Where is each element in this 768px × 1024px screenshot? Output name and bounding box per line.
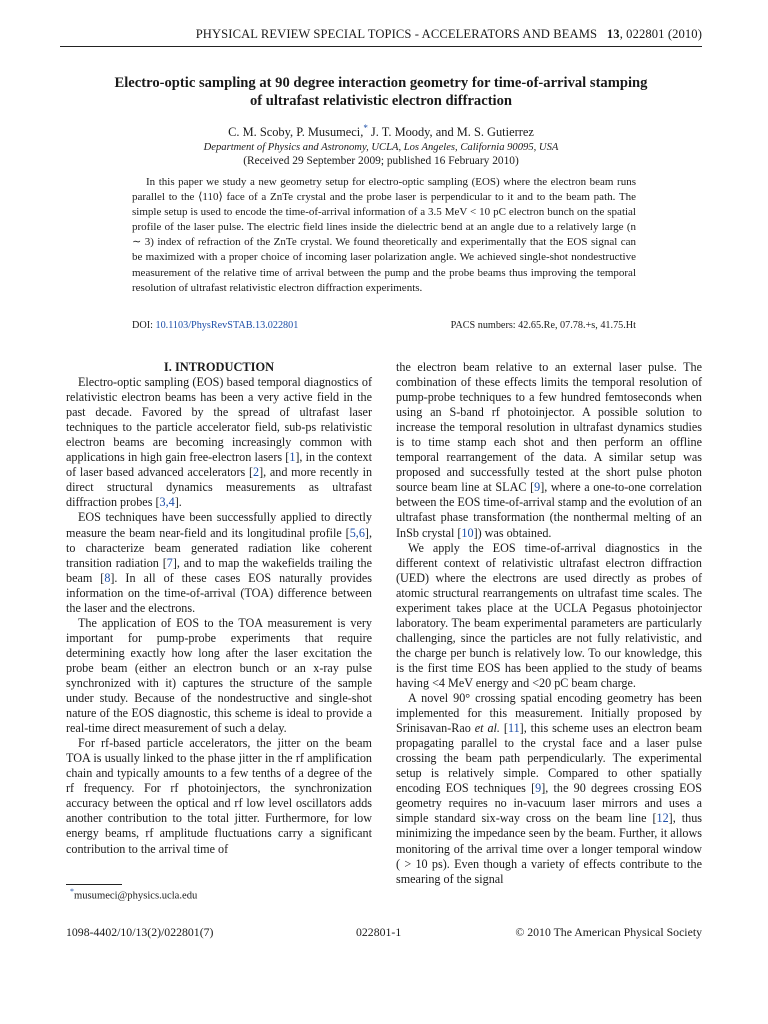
doi-label: DOI:: [132, 320, 156, 331]
received-date: (Received 29 September 2009; published 16 February 2010): [243, 155, 519, 167]
abstract: In this paper we study a new geometry setup for electro-optic sampling (EOS) where the electron beam runs parallel to the ⟨110⟩ face of a ZnTe crystal and the probe laser is perpendicular to it and to the beam path. The simple setup is used to encode the time-of-arrival information of a 3.5 MeV < 10 pC electron bunch on the spatial profile of the laser pulse. The electric field lines inside the dielectric bend at an angle due to a relatively large (n ∼ 3) index of refraction of the ZnTe crystal. We found theoretically and experimentally that the EOS signal can be maximized with a proper choice of incoming laser polarization angle. We achieved single-shot nondestructive measurement of the relative time of arrival between the pump and the probe beams thus improving the temporal resolution of ultrafast relativistic electron diffraction experiments.: [132, 176, 636, 294]
citation-link[interactable]: 9: [534, 480, 541, 495]
footnote-rule: [66, 884, 122, 885]
corresponding-author-mark[interactable]: *: [363, 123, 368, 133]
affiliation: Department of Physics and Astronomy, UCLA, Los Angeles, California 90095, USA: [203, 142, 559, 153]
citation-link[interactable]: 2: [253, 465, 260, 480]
title-line-1: Electro-optic sampling at 90 degree interaction geometry for time-of-arrival stamping: [114, 75, 648, 91]
volume-number: 13: [606, 27, 620, 41]
citation-link[interactable]: 3,4: [159, 495, 175, 510]
authors-part-2: J. T. Moody, and M. S. Gutierrez: [367, 125, 534, 140]
citation-link[interactable]: 10: [461, 525, 474, 540]
doi-link[interactable]: 10.1103/PhysRevSTAB.13.022801: [155, 320, 299, 331]
footnote: [70, 887, 197, 902]
left-column: [66, 360, 372, 857]
right-column: [396, 360, 702, 887]
paragraph: The application of EOS to the TOA measurement is very important for pump-probe experiments that require determining exactly how long after the laser excitation the probe beam (either an electron bunch or an x-ray pulse synchronized with it) captures the structure of the sample under study. Because of the nondestructive and single-shot nature of the EOS diagnostic, this scheme is ideal to provide a real-time direct measurement of such a delay.: [66, 615, 372, 736]
doi-line: [132, 320, 636, 331]
citation-link[interactable]: 11: [507, 721, 520, 736]
footer-page-number: 022801-1: [356, 925, 402, 939]
paper-title: [60, 75, 702, 110]
author-list: [60, 123, 702, 140]
citation-link[interactable]: 7: [166, 555, 173, 570]
header-rule: [60, 46, 702, 47]
citation: , 022801 (2010): [619, 27, 702, 41]
paragraph: A novel 90° crossing spatial encoding geometry has been implemented for this measurement. Initially proposed by Srinisavan-Rao et al. [11], this scheme uses an electron beam propagating parallel to the crystal face and a laser pulse crossing the beam path perpendicularly. The experimental setup is relatively simple. Compared to other spatially encoding EOS techniques [9], the 90 degrees crossing EOS geometry requires no in-vacuum laser mirrors and uses a simple standard six-way cross on the beam line [12], thus minimizing the impedance seen by the beam. Further, it allows monitoring of the arrival time over a longer temporal window ( > 10 ps). Even though a variety of effects contribute to the smearing of the signal: [396, 691, 703, 886]
citation-link[interactable]: 1: [289, 450, 296, 465]
footer-issn: 1098-4402/10/13(2)/022801(7): [66, 925, 214, 939]
footer-copyright: © 2010 The American Physical Society: [515, 925, 702, 939]
paragraph: the electron beam relative to an external laser pulse. The combination of these effects limits the temporal resolution of pump-probe techniques to a few hundred femtoseconds when using an S-band rf photoinjector. A possible solution to increase the temporal resolution in ultrafast dynamics studies is to time stamp each shot and then perform an offline temporal rearrangement of the data. A similar setup was proposed and successfully tested at the short pulse photon source beam line at SLAC [9], where a one-to-one correlation between the EOS time-of-arrival stamp and the evolution of an ultrafast phase transformation (the nonthermal melting of an InSb crystal [10]) was obtained.: [396, 360, 703, 540]
journal-name: PHYSICAL REVIEW SPECIAL TOPICS - ACCELERATORS AND BEAMS: [195, 27, 598, 41]
footnote-email: musumeci@physics.ucla.edu: [74, 890, 198, 902]
authors-part-1: C. M. Scoby, P. Musumeci,: [228, 125, 364, 140]
citation-link[interactable]: 8: [104, 570, 111, 585]
paragraph: We apply the EOS time-of-arrival diagnostics in the different context of relativistic ultrafast electron diffraction (UED) where the electrons are used directly as probes of atomic structural rearrangements on ultrafast time scales. The experiment takes place at the UCLA Pegasus photoinjector laboratory. The beam experimental parameters are particularly challenging, since the particles are not fully relativistic, and the charge per bunch is relatively low. To our knowledge, this is the first time EOS has been applied to the study of beams having <4 MeV energy and <20 pC beam charge.: [396, 540, 702, 690]
citation-link[interactable]: 12: [656, 811, 669, 826]
citation-link[interactable]: 9: [535, 781, 542, 796]
paragraph: Electro-optic sampling (EOS) based temporal diagnostics of relativistic electron beams has been a very active field in the past decade. Favored by the spread of ultrafast laser techniques to the particle accelerator field, sub-ps relativistic electron beams are becoming increasingly common with applications in high gain free-electron lasers [1], in the context of laser based advanced accelerators [2], and more recently in direct structural dynamics measurements as ultrafast diffraction probes [3,4].: [66, 375, 373, 510]
section-heading: I. INTRODUCTION: [163, 360, 275, 374]
paragraph: EOS techniques have been successfully applied to directly measure the beam near-field and its longitudinal profile [5,6], to characterize beam generated radiation like coherent transition radiation [7], and to map the wakefields trailing the beam [8]. In all of these cases EOS naturally provides information on the time-of-arrival (TOA) difference between the laser and the electrons.: [66, 510, 373, 615]
running-head: [60, 27, 702, 42]
title-line-2: of ultrafast relativistic electron diffraction: [249, 92, 513, 109]
footnote-mark: *: [70, 887, 74, 896]
pacs-numbers: PACS numbers: 42.65.Re, 07.78.+s, 41.75.Ht: [450, 320, 636, 331]
paragraph: For rf-based particle accelerators, the jitter on the beam TOA is usually linked to the phase jitter in the rf amplification chain and typically amounts to a few tenths of a degree of the rf frequency. For rf photoinjectors, the synchronization accuracy between the optical and rf low level oscillators adds another contribution to the total jitter. Furthermore, for low energy beams, rf amplitude fluctuations carry a significant contribution to the arrival time of: [66, 736, 372, 856]
citation-link[interactable]: 5,6: [349, 525, 365, 540]
